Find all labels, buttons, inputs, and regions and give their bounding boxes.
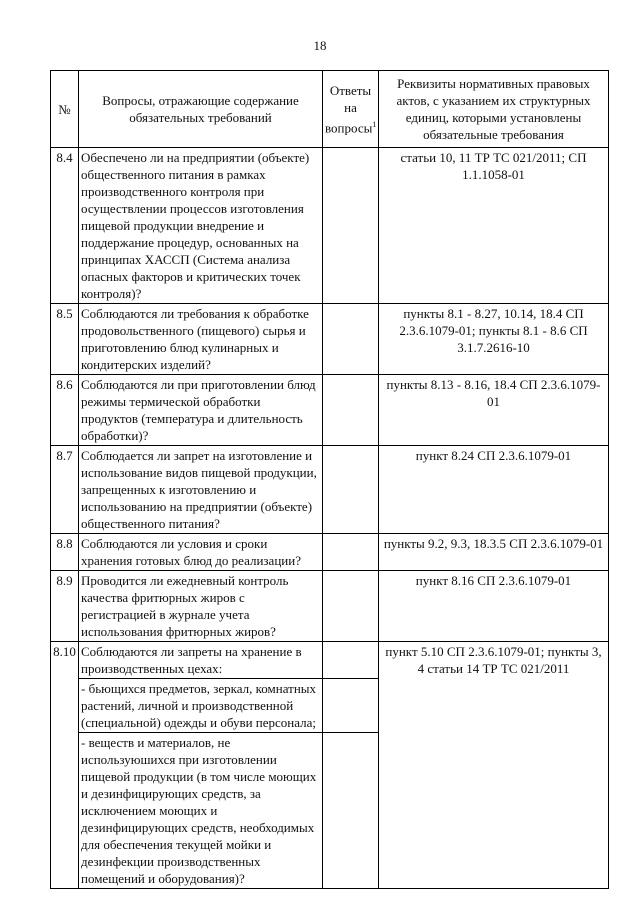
row-question: Проводится ли ежедневный контроль качества фритюрных жиров с регистрацией в журнале учета использования фритюрных жиров? [79, 571, 323, 642]
table-row [51, 148, 609, 304]
header-num: № [51, 71, 79, 148]
row-question: Обеспечено ли на предприятии (объекте) общественного питания в рамках производственного контроля при осуществлении процессов изготовления пищевой продукции внедрение и поддержание процедур, основанных на принципах ХАССП (Система анализа опасных факторов и критических точек контроля)? [79, 148, 323, 304]
row-reference: пункт 8.16 СП 2.3.6.1079-01 [379, 571, 609, 642]
table-row [51, 304, 609, 375]
table-row [51, 446, 609, 534]
answer-cell[interactable] [323, 571, 379, 642]
answer-cell[interactable] [323, 534, 379, 571]
row-reference: пункты 8.1 - 8.27, 10.14, 18.4 СП 2.3.6.1079-01; пункты 8.1 - 8.6 СП 3.1.7.2616-10 [379, 304, 609, 375]
row-question: Соблюдаются ли запреты на хранение в производственных цехах: [79, 642, 323, 679]
row-reference: статьи 10, 11 ТР ТС 021/2011; СП 1.1.1058-01 [379, 148, 609, 304]
header-answer: Ответы на вопросы$^1$ [323, 71, 379, 148]
header-reference: Реквизиты нормативных правовых актов, с указанием их структурных единиц, которыми установлены обязательные требования [379, 71, 609, 148]
table-row [51, 375, 609, 446]
subrow-question: - веществ и материалов, не используюшихся при изготовлении пищевой продукции (в том числе моющих и дезинфицирующих средств, за исключением моющих и дезинфицирующих средств, необходимых для обеспечения текущей мойки и дезинфекции производственных помещений и оборудования)? [79, 733, 323, 889]
answer-cell[interactable] [323, 679, 379, 733]
row-number: 8.5 [51, 304, 79, 375]
row-question: Соблюдается ли запрет на изготовление и использование видов пищевой продукции, запрещенных к изготовлению и использованию на предприятии (объекте) общественного питания? [79, 446, 323, 534]
answer-cell[interactable] [323, 733, 379, 889]
table-row [51, 642, 609, 679]
row-number: 8.6 [51, 375, 79, 446]
answer-cell[interactable] [323, 375, 379, 446]
header-question: Вопросы, отражающие содержание обязательных требований [79, 71, 323, 148]
answer-cell[interactable] [323, 148, 379, 304]
row-number: 8.7 [51, 446, 79, 534]
answer-cell[interactable] [323, 642, 379, 679]
table-row [51, 534, 609, 571]
row-reference: пункты 8.13 - 8.16, 18.4 СП 2.3.6.1079-01 [379, 375, 609, 446]
answer-cell[interactable] [323, 446, 379, 534]
answer-cell[interactable] [323, 304, 379, 375]
header-answer-footnote: 1 [372, 119, 377, 129]
table-header-row [51, 71, 609, 148]
row-reference: пункт 8.24 СП 2.3.6.1079-01 [379, 446, 609, 534]
row-number: 8.9 [51, 571, 79, 642]
row-reference: пункты 9.2, 9.3, 18.3.5 СП 2.3.6.1079-01 [379, 534, 609, 571]
row-number: 8.10 [51, 642, 79, 889]
row-reference: пункт 5.10 СП 2.3.6.1079-01; пункты 3, 4 статьи 14 ТР ТС 021/2011 [379, 642, 609, 889]
row-question: Соблюдаются ли требования к обработке продовольственного (пищевого) сырья и приготовлению блюд кулинарных и кондитерских изделий? [79, 304, 323, 375]
page-number: 18 [313, 38, 327, 53]
row-number: 8.4 [51, 148, 79, 304]
row-question: Соблюдаются ли условия и сроки хранения готовых блюд до реализации? [79, 534, 323, 571]
row-question: Соблюдаются ли при приготовлении блюд режимы термической обработки продуктов (температура и длительность обработки)? [79, 375, 323, 446]
table-row [51, 571, 609, 642]
requirements-table [50, 70, 609, 889]
subrow-question: - бьющихся предметов, зеркал, комнатных растений, личной и производственной (специальной) одежды и обуви персонала; [79, 679, 323, 733]
row-number: 8.8 [51, 534, 79, 571]
